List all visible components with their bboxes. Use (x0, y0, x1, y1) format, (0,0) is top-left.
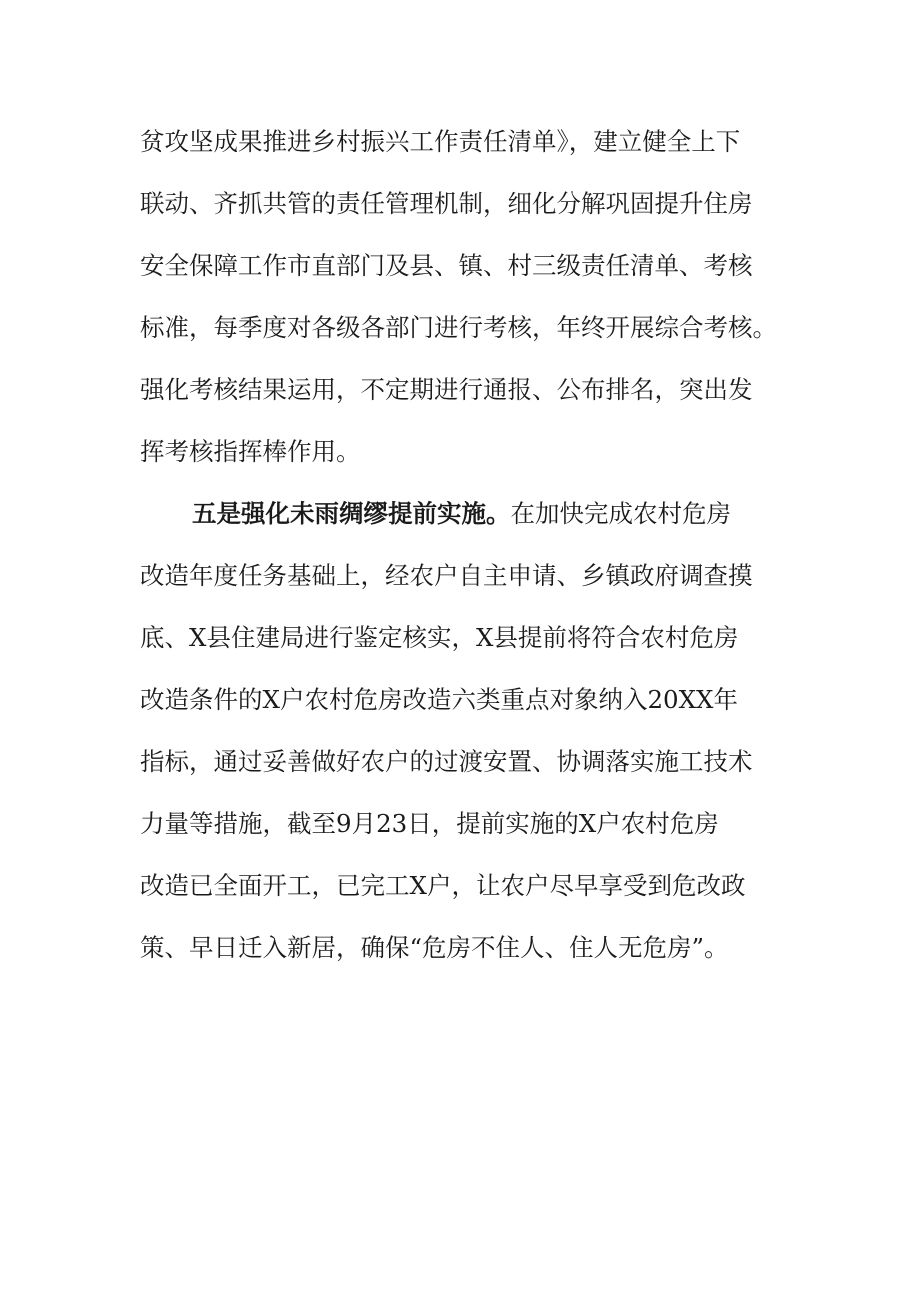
p2-line-5: 指标，通过妥善做好农户的过渡安置、协调落实施工技术 (140, 747, 753, 776)
p2-line-6: 力量等措施，截至9月23日，提前实施的X户农村危房 (140, 809, 719, 838)
p2-line-1 (192, 496, 731, 532)
p1-line-5: 强化考核结果运用，不定期进行通报、公布排名，突出发 (140, 375, 753, 404)
p1-line-1: 贫攻坚成果推进乡村振兴工作责任清单》，建立健全上下 (140, 127, 741, 156)
p2-line-8: 策、早日迁入新居，确保“危房不住人、住人无危房”。 (140, 933, 729, 962)
p2-line-1-rest: 在加快完成农村危房 (510, 499, 731, 528)
p1-line-3: 安全保障工作市直部门及县、镇、村三级责任清单、考核 (140, 251, 753, 280)
p1-line-2: 联动、齐抓共管的责任管理机制，细化分解巩固提升住房 (140, 189, 753, 218)
p2-line-7: 改造已全面开工，已完工X户，让农户尽早享受到危改政 (140, 871, 746, 900)
p2-line-2: 改造年度任务基础上，经农户自主申请、乡镇政府调查摸 (140, 561, 753, 590)
p1-line-6: 挥考核指挥棒作用。 (140, 437, 361, 466)
p1-line-4: 标准，每季度对各级各部门进行考核，年终开展综合考核。 (140, 313, 777, 342)
p2-line-4: 改造条件的X户农村危房改造六类重点对象纳入20XX年 (140, 685, 738, 714)
p2-line-3: 底、X县住建局进行鉴定核实，X县提前将符合农村危房 (140, 623, 739, 652)
p2-lead-heading: 五是强化未雨绸缪提前实施。 (192, 499, 511, 528)
